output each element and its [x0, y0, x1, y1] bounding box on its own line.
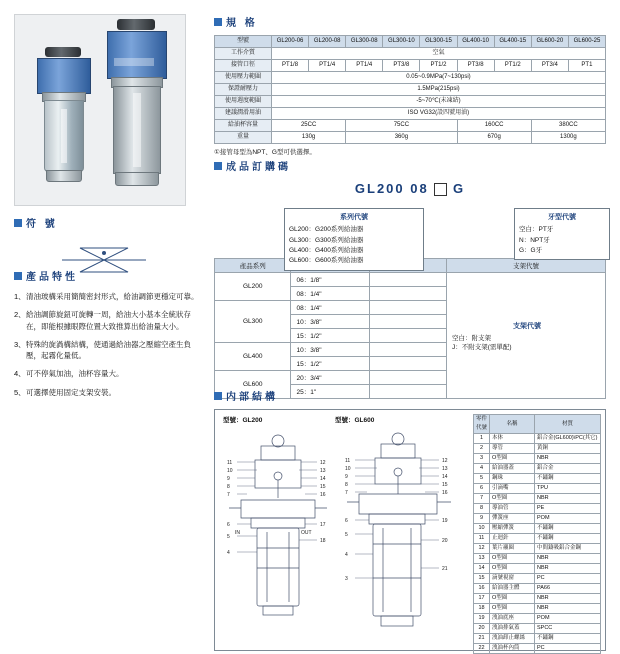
material-row	[474, 634, 601, 644]
svg-text:4: 4	[227, 550, 230, 556]
svg-text:3: 3	[345, 576, 348, 582]
spec-cell: PT3/4	[531, 60, 568, 72]
spec-cell: 380CC	[531, 120, 605, 132]
svg-text:5: 5	[227, 534, 230, 540]
spec-row-label: 建議潤滑用油	[215, 108, 272, 120]
order-series-cell: GL600	[215, 371, 291, 399]
material-name: 葉片襯圈	[490, 544, 535, 554]
order-port-cell: 25：1"	[291, 385, 370, 399]
feature-text: 可選擇使用固定支架安裝。	[26, 387, 116, 397]
order-series-cell: GL400	[215, 343, 291, 371]
feature-item	[14, 368, 200, 379]
spec-row-label: 使用週度範圍	[215, 96, 272, 108]
material-number: 18	[474, 604, 490, 614]
material-row	[474, 514, 601, 524]
material-table-wrap	[473, 414, 601, 654]
material-row	[474, 524, 601, 534]
spec-cell: 空氣	[272, 48, 606, 60]
order-bracket-title: 支架代號	[512, 322, 541, 330]
inner-structure-body	[214, 409, 606, 651]
material-number: 4	[474, 464, 490, 474]
material-name: 洩油排氣蓋	[490, 624, 535, 634]
spec-header-cell: GL300-08	[346, 36, 383, 48]
material-material: 黃銅	[535, 444, 601, 454]
material-name: 給油器蓋	[490, 464, 535, 474]
spec-cell: 1.5MPa(215psi)	[272, 84, 606, 96]
svg-text:15: 15	[320, 484, 326, 490]
material-number: 5	[474, 474, 490, 484]
material-number: 14	[474, 564, 490, 574]
order-code-suffix: G	[452, 181, 466, 196]
order-series-item: GL400：G400系列給油器	[289, 247, 364, 255]
symbol-section-title: 符 號	[14, 215, 194, 230]
material-row	[474, 644, 601, 654]
order-port-cell: 10：3/8"	[291, 343, 370, 357]
spec-row	[215, 120, 606, 132]
spec-cell: PT3/8	[457, 60, 494, 72]
material-name: O型圈	[490, 564, 535, 574]
material-row	[474, 494, 601, 504]
material-row	[474, 484, 601, 494]
material-table-header-row	[474, 415, 601, 434]
order-size-cell	[370, 357, 446, 371]
order-port-cell: 15：1/2"	[291, 357, 370, 371]
svg-text:18: 18	[320, 538, 326, 544]
spec-row	[215, 48, 606, 60]
material-material: NBR	[535, 494, 601, 504]
material-material: NBR	[535, 454, 601, 464]
material-number: 3	[474, 454, 490, 464]
material-material: NBR	[535, 554, 601, 564]
features-section-title: 產品特性	[14, 268, 200, 283]
material-row	[474, 454, 601, 464]
order-series-item: GL600：G600系列給油器	[289, 257, 364, 265]
spec-table-body	[215, 48, 606, 144]
material-name: O型圈	[490, 454, 535, 464]
material-row	[474, 504, 601, 514]
order-size-cell	[370, 301, 446, 315]
svg-text:16: 16	[442, 490, 448, 496]
svg-text:11: 11	[345, 458, 351, 464]
section-marker-icon	[214, 392, 222, 400]
section-marker-icon	[14, 219, 22, 227]
material-material: 鋁合金(GL600)\PC(其它)	[535, 434, 601, 444]
material-name: 洩油底座	[490, 614, 535, 624]
spec-cell: 1300g	[531, 132, 605, 144]
order-code-section	[214, 158, 606, 399]
feature-item	[14, 339, 200, 362]
svg-text:14: 14	[442, 474, 448, 480]
material-name: O型圈	[490, 604, 535, 614]
svg-text:8: 8	[227, 484, 230, 490]
order-section-title: 成品訂購碼	[214, 158, 606, 173]
order-size-cell	[370, 287, 446, 301]
spec-table-header-row	[215, 36, 606, 48]
material-table	[473, 414, 601, 654]
order-table	[214, 258, 606, 399]
order-port-cell: 10：3/8"	[291, 315, 370, 329]
spec-cell: 160CC	[457, 120, 531, 132]
body-cap-right	[107, 31, 167, 79]
material-row	[474, 474, 601, 484]
material-row	[474, 624, 601, 634]
order-series-item: GL300：G300系列給油器	[289, 236, 364, 244]
order-thread-legend	[514, 208, 610, 260]
material-row	[474, 534, 601, 544]
spec-row	[215, 84, 606, 96]
spec-cell: PT1/2	[494, 60, 531, 72]
diagram-label-right: 型號：GL600	[335, 417, 375, 424]
material-material: NBR	[535, 594, 601, 604]
material-name: 壓縮彈簧	[490, 524, 535, 534]
material-row	[474, 584, 601, 594]
order-port-cell: 08：1/4"	[291, 287, 370, 301]
material-material: PE	[535, 504, 601, 514]
material-number: 20	[474, 624, 490, 634]
material-name: 滴號視窗	[490, 574, 535, 584]
material-name: 引滴嘴	[490, 484, 535, 494]
material-row	[474, 434, 601, 444]
spec-cell: PT3/8	[383, 60, 420, 72]
order-row	[215, 273, 606, 287]
material-row	[474, 614, 601, 624]
spec-row	[215, 60, 606, 72]
feature-item	[14, 387, 200, 398]
base-left	[46, 170, 82, 182]
order-series-legend	[284, 208, 424, 271]
spec-section-title: 規 格	[214, 14, 606, 29]
spec-cell: ISO VG32(設四號用油)	[272, 108, 606, 120]
material-material: PA66	[535, 584, 601, 594]
svg-text:6: 6	[345, 518, 348, 524]
spec-cell: 0.05~0.9MPa(7~130psi)	[272, 72, 606, 84]
material-material: TPU	[535, 484, 601, 494]
svg-text:11: 11	[227, 460, 233, 466]
spec-cell: PT1/4	[346, 60, 383, 72]
bowl-left	[44, 100, 84, 172]
order-port-cell: 08：1/4"	[291, 301, 370, 315]
svg-text:7: 7	[227, 492, 230, 498]
material-material: 不鏽鋼	[535, 474, 601, 484]
svg-text:10: 10	[345, 466, 351, 472]
section-marker-icon	[214, 18, 222, 26]
spec-header-cell: GL400-10	[457, 36, 494, 48]
order-thread-item: N：NPT牙	[519, 236, 550, 244]
spec-row-label: 接管口徑	[215, 60, 272, 72]
material-material: 不鏽鋼	[535, 524, 601, 534]
svg-text:12: 12	[320, 460, 326, 466]
diagram-label-left: 型號：GL200	[223, 417, 263, 424]
order-table-body	[215, 273, 606, 399]
spec-row	[215, 108, 606, 120]
order-legend-row	[214, 202, 606, 265]
material-row	[474, 604, 601, 614]
order-port-cell: 15：1/2"	[291, 329, 370, 343]
material-material: NBR	[535, 604, 601, 614]
cutaway-drawing-gl600	[337, 428, 457, 643]
material-number: 12	[474, 544, 490, 554]
feature-number: 3、	[14, 339, 26, 349]
spec-row-label: 給油杯容量	[215, 120, 272, 132]
material-name: 本体	[490, 434, 535, 444]
svg-text:12: 12	[442, 458, 448, 464]
order-thread-item: 空白：PT牙	[519, 226, 554, 234]
material-row	[474, 464, 601, 474]
material-number: 22	[474, 644, 490, 654]
feature-number: 2、	[14, 310, 26, 320]
order-size-cell	[370, 371, 446, 385]
material-name: O型圈	[490, 554, 535, 564]
material-number: 10	[474, 524, 490, 534]
material-name: O型圈	[490, 494, 535, 504]
spec-cell: 360g	[346, 132, 457, 144]
feature-text: 給油調節旋鈕可旋轉一周，給油大小基本全統狀存在，即能根據眼際位置大致推算出給油量大小。	[26, 310, 191, 331]
spec-header-cell: GL300-10	[383, 36, 420, 48]
material-row	[474, 544, 601, 554]
material-number: 16	[474, 584, 490, 594]
svg-text:9: 9	[345, 474, 348, 480]
material-material: 中間鑄吸鋁合金鋼	[535, 544, 601, 554]
spec-row-label: 保證耐壓力	[215, 84, 272, 96]
spec-row	[215, 132, 606, 144]
material-header-cell: 材質	[535, 415, 601, 434]
spec-note: ①接管母型為NPT、G型可供選擇。	[214, 149, 316, 156]
material-material: POM	[535, 614, 601, 624]
material-number: 2	[474, 444, 490, 454]
order-size-cell	[370, 329, 446, 343]
feature-item	[14, 291, 200, 302]
material-material: 不鏽鋼	[535, 534, 601, 544]
svg-text:19: 19	[442, 518, 448, 524]
order-size-cell	[370, 315, 446, 329]
material-name: 鋼珠	[490, 474, 535, 484]
material-name: 導油管	[490, 504, 535, 514]
material-name: 給油器主體	[490, 584, 535, 594]
product-image-left	[37, 47, 89, 197]
material-material: NBR	[535, 564, 601, 574]
material-row	[474, 564, 601, 574]
spec-cell: 25CC	[272, 120, 346, 132]
product-photo	[14, 14, 186, 206]
material-number: 7	[474, 494, 490, 504]
svg-text:9: 9	[227, 476, 230, 482]
material-number: 19	[474, 614, 490, 624]
material-number: 8	[474, 504, 490, 514]
spec-header-cell: GL400-15	[494, 36, 531, 48]
material-name: 彈簧座	[490, 514, 535, 524]
section-marker-icon	[214, 162, 222, 170]
order-bracket-item: 空白：附支架	[451, 334, 491, 342]
section-marker-icon	[14, 272, 22, 280]
material-material: SPCC	[535, 624, 601, 634]
features-section	[14, 268, 200, 405]
feature-text: 清油玻構采用簡簡密封形式，給油調節更穩定可靠。	[26, 292, 199, 301]
material-name: O型圈	[490, 594, 535, 604]
material-number: 6	[474, 484, 490, 494]
order-table-wrap	[214, 258, 606, 399]
svg-text:13: 13	[442, 466, 448, 472]
material-header-cell: 名稱	[490, 415, 535, 434]
material-number: 21	[474, 634, 490, 644]
spec-header-model: 型號	[215, 36, 272, 48]
material-table-body	[474, 434, 601, 654]
spec-row	[215, 72, 606, 84]
spec-row-label: 工作介質	[215, 48, 272, 60]
material-number: 17	[474, 594, 490, 604]
svg-text:16: 16	[320, 492, 326, 498]
spec-cell: 75CC	[346, 120, 457, 132]
base-right	[115, 172, 159, 186]
order-bracket-cell	[446, 273, 605, 399]
spec-header-cell: GL200-08	[309, 36, 346, 48]
order-series-title: 系列代號	[340, 214, 368, 222]
spec-cell: PT1/8	[272, 60, 309, 72]
features-list	[14, 291, 200, 398]
material-row	[474, 594, 601, 604]
material-name: 導管	[490, 444, 535, 454]
adjust-knob-right	[117, 19, 155, 30]
material-material: PC	[535, 574, 601, 584]
order-thread-items	[519, 225, 605, 256]
order-header-cell: 產品系列	[215, 259, 291, 273]
feature-number: 1、	[14, 292, 26, 301]
material-name: 止迴針	[490, 534, 535, 544]
order-series-cell: GL200	[215, 273, 291, 301]
svg-text:17: 17	[320, 522, 326, 528]
spec-row	[215, 96, 606, 108]
order-series-items	[289, 225, 419, 267]
body-cap-left	[37, 58, 91, 94]
svg-text:5: 5	[345, 532, 348, 538]
svg-text:4: 4	[345, 552, 348, 558]
svg-text:6: 6	[227, 522, 230, 528]
spec-cell: -5~70℃(未凍結)	[272, 96, 606, 108]
material-number: 15	[474, 574, 490, 584]
material-row	[474, 444, 601, 454]
svg-text:7: 7	[345, 490, 348, 496]
material-material: 鋁合金	[535, 464, 601, 474]
order-port-cell: 06：1/8"	[291, 273, 370, 287]
material-name: 洩油卸止螺絲	[490, 634, 535, 644]
order-thread-item: G：G牙	[519, 247, 543, 255]
order-port-cell: 20：3/4"	[291, 371, 370, 385]
product-image-right	[107, 19, 165, 197]
order-series-item: GL200：G200系列給油器	[289, 226, 364, 234]
svg-text:10: 10	[227, 468, 233, 474]
material-material: PC	[535, 644, 601, 654]
spec-row-label: 使用壓力範圍	[215, 72, 272, 84]
material-number: 13	[474, 554, 490, 564]
svg-text:8: 8	[345, 482, 348, 488]
feature-text: 特殊的旋渦構結構，使通過給油器之壓縮空產生負壓，起霧化量低。	[26, 339, 191, 360]
order-code-blank-box	[434, 183, 447, 196]
svg-text:14: 14	[320, 476, 326, 482]
cutaway-drawing-gl200	[221, 428, 333, 643]
svg-text:13: 13	[320, 468, 326, 474]
order-series-cell: GL300	[215, 301, 291, 343]
svg-text:20: 20	[442, 538, 448, 544]
spec-cell: PT1/2	[420, 60, 457, 72]
order-header-cell: 支架代號	[446, 259, 605, 273]
order-thread-title: 牙型代號	[548, 214, 576, 222]
spec-header-cell: GL600-25	[568, 36, 605, 48]
feature-item	[14, 309, 200, 332]
order-bracket-item: J：不附支架(需單配)	[451, 343, 512, 351]
material-header-cell: 零件代號	[474, 415, 490, 434]
spec-header-cell: GL600-20	[531, 36, 568, 48]
material-number: 9	[474, 514, 490, 524]
svg-text:21: 21	[442, 566, 448, 572]
spec-cell: PT1	[568, 60, 605, 72]
adjust-knob-left	[45, 47, 81, 57]
spec-header-cell: GL200-06	[272, 36, 309, 48]
material-name: 洩油杯內筒	[490, 644, 535, 654]
spec-cell: PT1/4	[309, 60, 346, 72]
spec-table	[214, 35, 606, 144]
feature-text: 可不停氣加油，油杯容量大。	[26, 369, 124, 379]
material-row	[474, 574, 601, 584]
material-number: 11	[474, 534, 490, 544]
spec-header-cell: GL300-15	[420, 36, 457, 48]
order-size-cell	[370, 343, 446, 357]
bowl-right	[113, 86, 161, 174]
spec-row-label: 重量	[215, 132, 272, 144]
feature-number: 5、	[14, 387, 26, 397]
material-row	[474, 554, 601, 564]
spec-cell: 130g	[272, 132, 346, 144]
order-code-prefix: GL200 08	[354, 181, 429, 196]
spec-cell: 670g	[457, 132, 531, 144]
svg-text:15: 15	[442, 482, 448, 488]
material-number: 1	[474, 434, 490, 444]
svg-text:OUT: OUT	[301, 530, 312, 536]
order-size-cell	[370, 273, 446, 287]
inner-structure-section	[214, 388, 606, 651]
svg-text:IN: IN	[235, 530, 240, 536]
material-material: POM	[535, 514, 601, 524]
inner-section-title: 内部結構	[214, 388, 606, 403]
feature-number: 4、	[14, 369, 26, 379]
spec-section	[214, 14, 606, 156]
order-code-display	[214, 181, 606, 196]
material-material: 不鏽鋼	[535, 634, 601, 644]
